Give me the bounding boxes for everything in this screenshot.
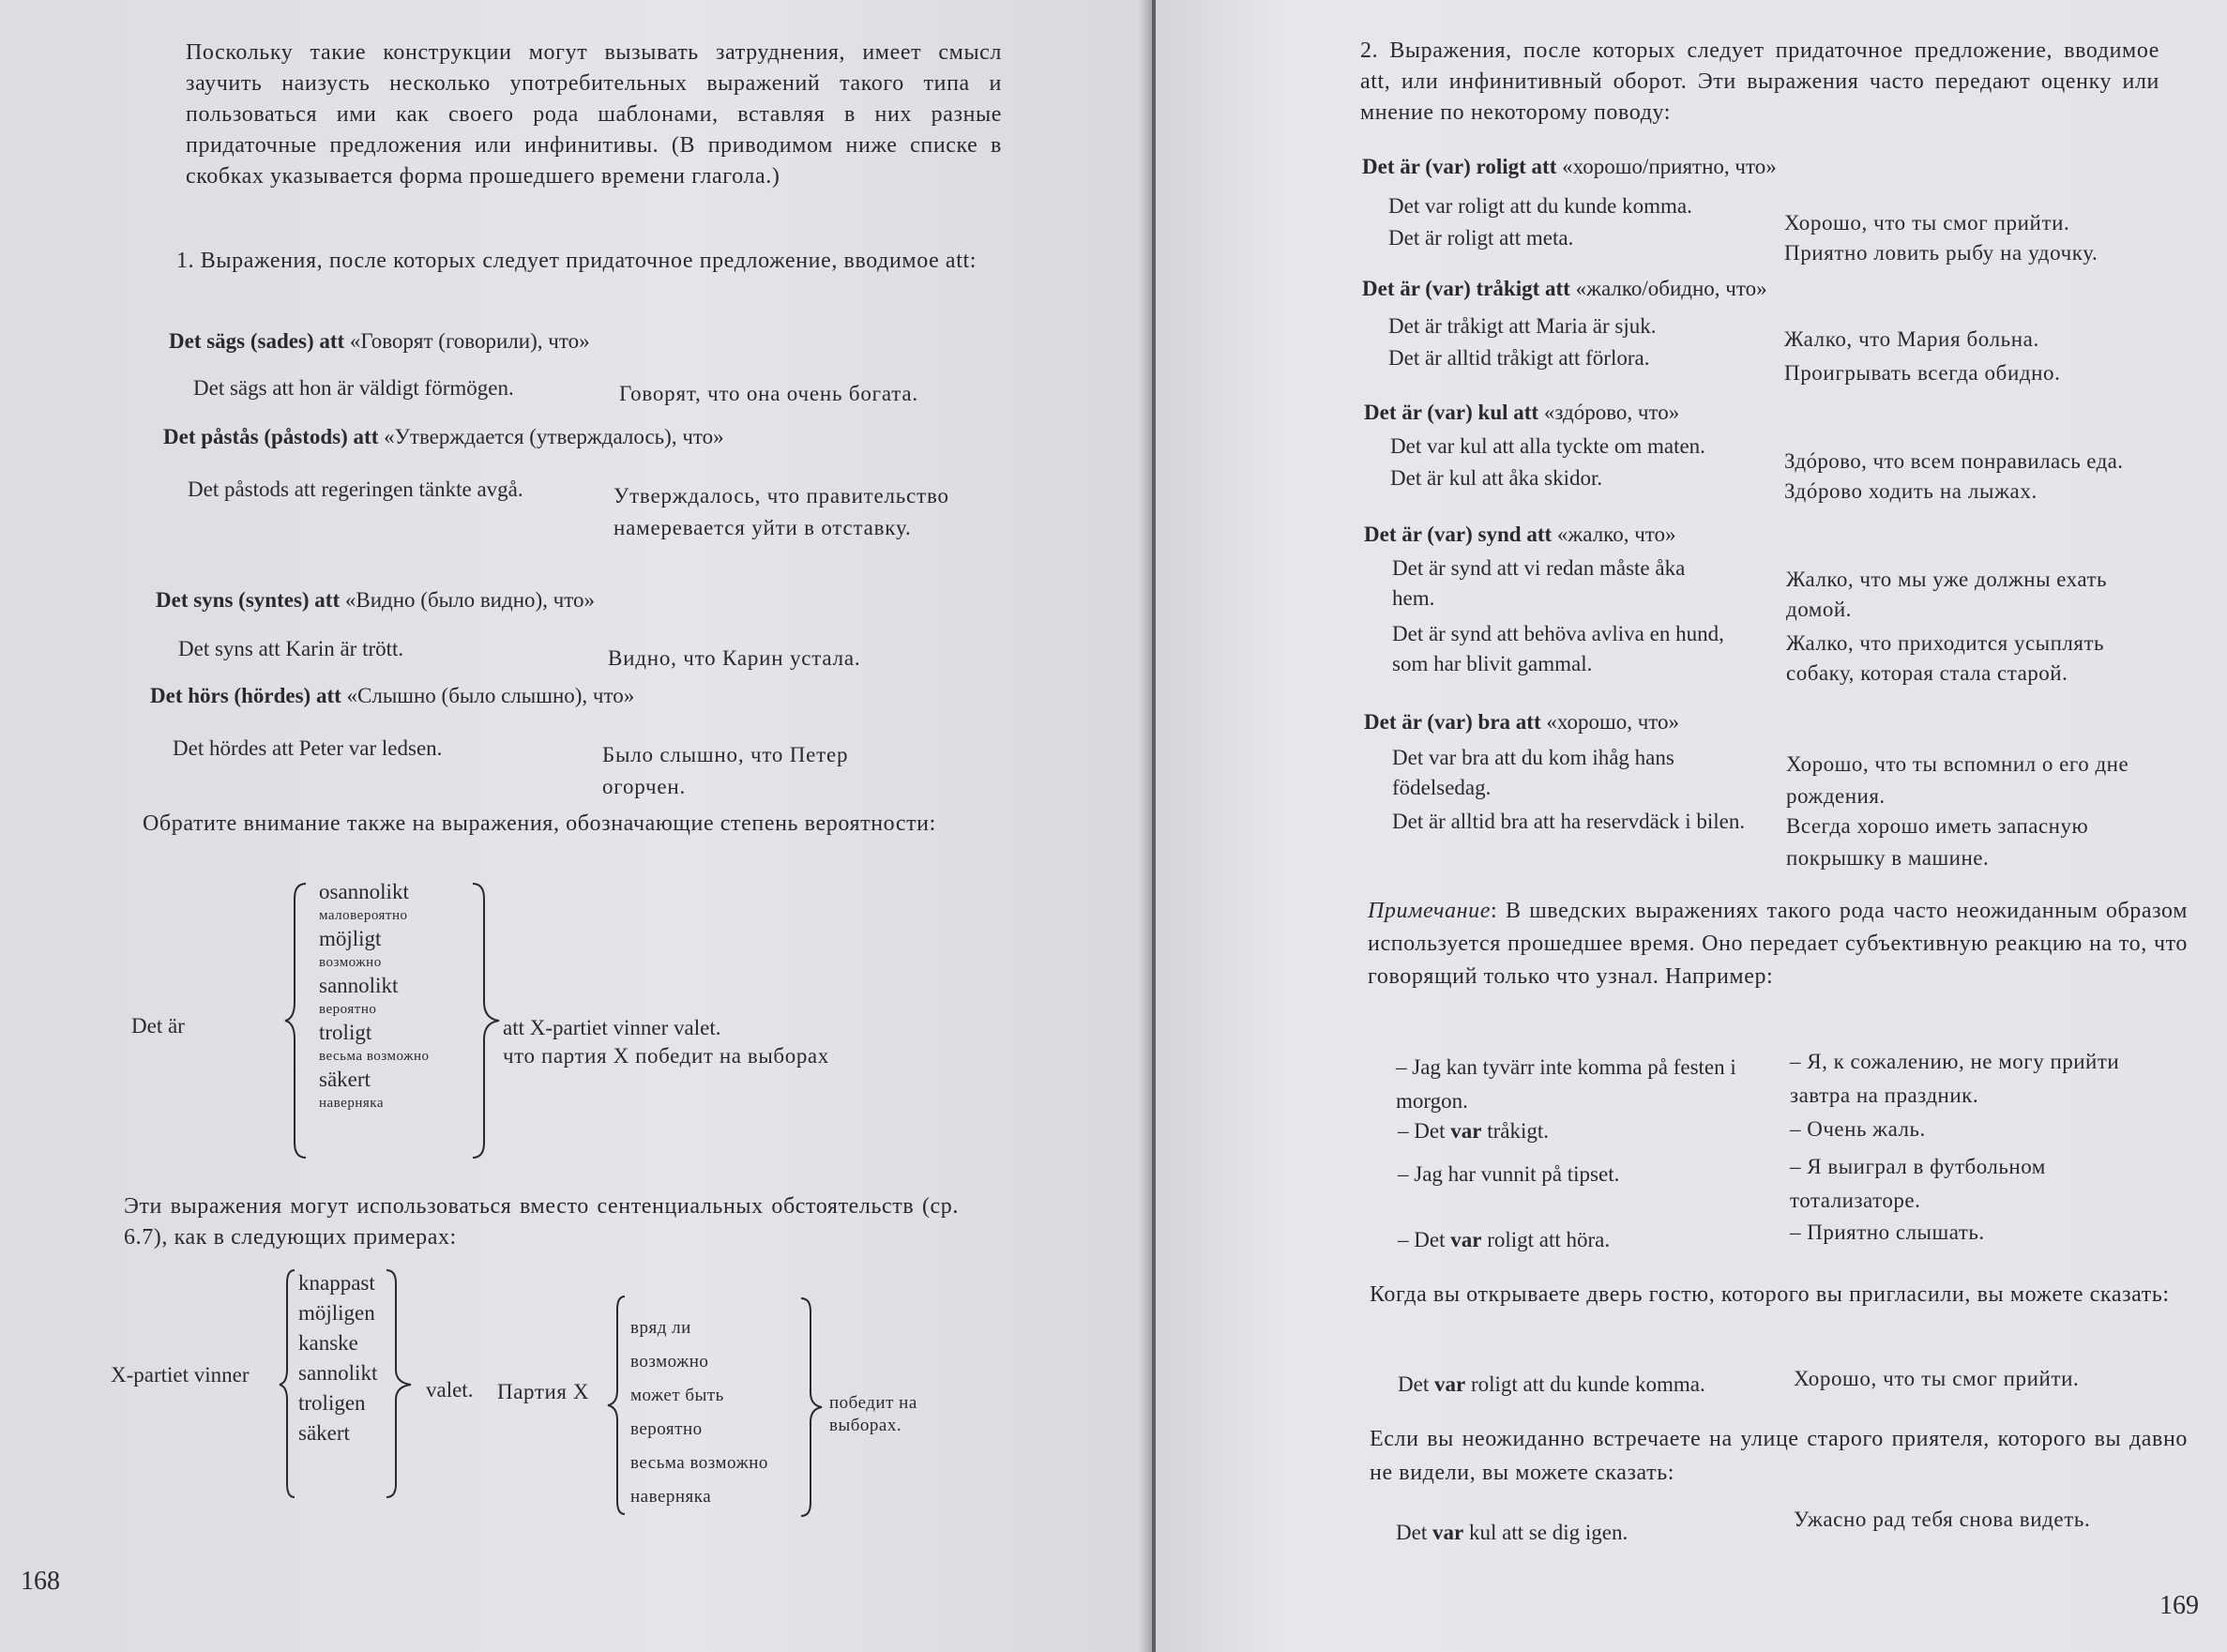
dialog-ru: – Приятно слышать. <box>1790 1220 1985 1244</box>
adverb-ru: может быть <box>630 1386 724 1405</box>
street-sv <box>1396 1518 1628 1548</box>
partiya-label: Партия X <box>497 1380 590 1403</box>
example-sv: Det påstods att regeringen tänkte avgå. <box>188 477 523 501</box>
prob-ru: наверняка <box>319 1096 384 1111</box>
example-sv: Det var bra att du kom ihåg hans födelsedag. <box>1392 746 1674 799</box>
street-paragraph: Если вы неожиданно встречаете на улице старого приятеля, которого вы давно не видели, вы можете сказать: <box>1370 1427 2188 1485</box>
adverb-ru: вряд ли <box>630 1318 691 1338</box>
entry-head-trakigt <box>1362 274 1767 304</box>
entry-head-hors <box>150 681 634 711</box>
section-2-heading: 2. Выражения, после которых следует придаточное предложение, вводимое att, или инфинитивный оборот. Эти выражения часто передают оценку или мнение по некоторому поводу: <box>1360 38 2159 125</box>
adverb-sv: möjligen <box>298 1301 375 1325</box>
example-emphasis: var <box>1432 1521 1464 1544</box>
example-sv: Det var kul att alla tyckte om maten. <box>1390 434 1705 458</box>
example-text: roligt att du kunde komma. <box>1465 1372 1705 1396</box>
prob-sv: sannolikt <box>319 974 399 997</box>
entry-head-syns <box>156 585 595 615</box>
entry-swedish-phrase: Det är (var) kul att <box>1364 401 1539 424</box>
valet-label: valet. <box>426 1378 474 1402</box>
prob-sv: säkert <box>319 1068 371 1091</box>
dialog-ru: – Я выиграл в футбольном тотализаторе. <box>1790 1155 2046 1212</box>
prob-sv: troligt <box>319 1021 372 1044</box>
example-sv: Det sägs att hon är väldigt förmögen. <box>193 376 514 400</box>
dialog-emphasis: var <box>1450 1119 1482 1143</box>
adverb-sv: sannolikt <box>298 1361 378 1385</box>
probability-note: Обратите внимание также на выражения, обозначающие степень вероятности: <box>143 811 936 836</box>
adverb-ru: наверняка <box>630 1487 712 1507</box>
prob-sv: osannolikt <box>319 880 409 903</box>
example-sv: Det är alltid bra att ha reservdäck i bilen. <box>1392 810 1746 833</box>
entry-gloss: «жалко/обидно, что» <box>1575 277 1767 300</box>
adverb-ru: весьма возможно <box>630 1453 768 1473</box>
example-sv: Det var roligt att du kunde komma. <box>1388 194 1692 218</box>
right-page <box>1156 0 2227 1652</box>
entry-swedish-phrase: Det är (var) synd att <box>1364 523 1553 546</box>
door-ru: Хорошо, что ты смог прийти. <box>1794 1367 2080 1390</box>
example-ru: Жалко, что Мария больна. <box>1784 327 2039 351</box>
note-paragraph <box>1368 895 2188 993</box>
right-brace-icon <box>469 880 503 1161</box>
dialog-ru: – Я, к сожалению, не могу прийти завтра на праздник. <box>1790 1050 2120 1107</box>
probability-result-sv: att X-partiet vinner valet. <box>503 1016 721 1039</box>
example-ru: Проигрывать всегда обидно. <box>1784 361 2061 385</box>
prob-sv: möjligt <box>319 927 382 950</box>
entry-swedish-phrase: Det är (var) roligt att <box>1362 155 1557 178</box>
entry-head-pastas <box>163 422 724 452</box>
example-sv: Det är alltid tråkigt att förlora. <box>1388 346 1650 370</box>
adverb-sv: troligen <box>298 1391 366 1415</box>
right-brace-icon <box>797 1295 826 1520</box>
probability-result-ru: что партия X победит на выборах <box>503 1044 829 1068</box>
page-number: 169 <box>2159 1591 2199 1620</box>
pobedit-label: победит на выборах. <box>829 1393 917 1435</box>
entry-gloss: «Слышно (было слышно), что» <box>346 684 635 707</box>
xpartiet-label: X-partiet vinner <box>111 1363 250 1387</box>
probability-word-list <box>319 878 488 1113</box>
dialog-text: – Det <box>1398 1228 1451 1251</box>
dialog-sv: – Jag har vunnit på tipset. <box>1398 1162 1620 1186</box>
entry-swedish-phrase: Det sägs (sades) att <box>169 329 345 353</box>
example-ru: Приятно ловить рыбу на удочку. <box>1784 241 2098 265</box>
entry-swedish-phrase: Det syns (syntes) att <box>156 588 341 612</box>
adverb-ru-list <box>630 1311 768 1514</box>
note-label: Примечание <box>1368 899 1491 923</box>
example-text: kul att se dig igen. <box>1463 1521 1629 1544</box>
entry-swedish-phrase: Det är (var) bra att <box>1364 710 1541 734</box>
example-ru: Всегда хорошо иметь запасную покрышку в машине. <box>1786 814 2089 870</box>
entry-head-bra <box>1364 707 1679 737</box>
entry-swedish-phrase: Det påstås (påstods) att <box>163 425 379 448</box>
adverb-sv: kanske <box>298 1331 358 1355</box>
entry-head-synd <box>1364 520 1676 550</box>
section-1-heading: 1. Выражения, после которых следует придаточное предложение, вводимое att: <box>176 249 977 273</box>
entry-head-roligt <box>1362 152 1777 182</box>
entry-gloss: «Утверждается (утверждалось), что» <box>384 425 724 448</box>
dialog-sv <box>1398 1116 1549 1146</box>
example-ru: Хорошо, что ты смог прийти. <box>1784 211 2070 235</box>
example-sv: Det hördes att Peter var ledsen. <box>173 736 443 760</box>
dialog-emphasis: var <box>1450 1228 1482 1251</box>
example-ru: Хорошо, что ты вспомнил о его дне рождения. <box>1786 752 2129 808</box>
adverb-note: Эти выражения могут использоваться вместо сентенциальных обстоятельств (ср. 6.7), как в следующих примерах: <box>124 1194 959 1250</box>
example-ru: Жалко, что мы уже должны ехать домой. <box>1786 568 2108 621</box>
note-text: : В шведских выражениях такого рода часто неожиданным образом используется прошедшее время. Оно передает субъективную реакцию на то, что говорящий только что узнал. Например: <box>1368 899 2188 989</box>
example-ru: Здóрово ходить на лыжах. <box>1784 479 2038 503</box>
entry-swedish-phrase: Det hörs (hördes) att <box>150 684 341 707</box>
entry-gloss: «хорошо/приятно, что» <box>1562 155 1777 178</box>
dialog-ru: – Очень жаль. <box>1790 1117 1926 1141</box>
entry-gloss: «хорошо, что» <box>1546 710 1680 734</box>
left-brace-icon <box>281 880 310 1161</box>
entry-gloss: «Говорят (говорили), что» <box>349 329 590 353</box>
example-sv: Det är kul att åka skidor. <box>1390 466 1603 490</box>
adverb-sv: knappast <box>298 1271 375 1295</box>
example-ru: Утверждалось, что правительство намеревается уйти в отставку. <box>614 484 949 539</box>
page-number: 168 <box>21 1567 60 1596</box>
entry-swedish-phrase: Det är (var) tråkigt att <box>1362 277 1570 300</box>
entry-gloss: «жалко, что» <box>1556 523 1676 546</box>
door-sv <box>1398 1370 1705 1400</box>
adverb-ru: возможно <box>630 1352 709 1372</box>
dialog-sv: – Jag kan tyvärr inte komma på festen i morgon. <box>1396 1055 1736 1113</box>
street-ru: Ужасно рад тебя снова видеть. <box>1794 1508 2091 1531</box>
example-ru: Говорят, что она очень богата. <box>619 382 918 405</box>
example-text: Det <box>1396 1521 1432 1544</box>
example-emphasis: var <box>1433 1372 1466 1396</box>
entry-gloss: «Видно (было видно), что» <box>344 588 595 612</box>
dialog-text: roligt att höra. <box>1481 1228 1611 1251</box>
prob-ru: весьма возможно <box>319 1049 430 1064</box>
example-ru: Здóрово, что всем понравилась еда. <box>1784 449 2124 473</box>
adverb-ru: вероятно <box>630 1419 703 1439</box>
prob-ru: вероятно <box>319 1002 377 1017</box>
left-brace-icon <box>278 1266 296 1501</box>
entry-head-kul <box>1364 398 1679 428</box>
det-ar-label: Det är <box>131 1014 185 1038</box>
example-sv: Det är roligt att meta. <box>1388 226 1574 250</box>
example-sv: Det syns att Karin är trött. <box>178 637 404 660</box>
right-brace-icon <box>383 1266 417 1501</box>
prob-ru: маловероятно <box>319 908 408 923</box>
adverb-sv-list <box>298 1268 377 1448</box>
example-sv: Det är tråkigt att Maria är sjuk. <box>1388 314 1657 338</box>
intro-paragraph: Поскольку такие конструкции могут вызывать затруднения, имеет смысл заучить наизусть несколько употребительных выражений такого типа и пользоваться ими как своего рода шаблонами, вставляя в них разные придаточные предложения или инфинитивы. (В приводимом ниже списке в скобках указывается форма прошедшего времени глагола.) <box>186 40 1002 189</box>
example-sv: Det är synd att vi redan måste åka hem. <box>1392 556 1686 610</box>
prob-ru: возможно <box>319 955 382 970</box>
example-ru: Видно, что Карин устала. <box>608 646 861 670</box>
left-brace-icon <box>606 1293 627 1518</box>
example-ru: Жалко, что приходится усыплять собаку, которая стала старой. <box>1786 631 2105 685</box>
entry-gloss: «здóрово, что» <box>1543 401 1680 424</box>
example-ru: Было слышно, что Петер огорчен. <box>602 743 849 798</box>
entry-head-sags <box>169 326 590 356</box>
dialog-sv <box>1398 1225 1610 1255</box>
example-text: Det <box>1398 1372 1434 1396</box>
example-sv: Det är synd att behöva avliva en hund, som har blivit gammal. <box>1392 622 1724 675</box>
dialog-text: – Det <box>1398 1119 1451 1143</box>
dialog-text: tråkigt. <box>1481 1119 1549 1143</box>
door-paragraph: Когда вы открываете дверь гостю, которого вы пригласили, вы можете сказать: <box>1370 1282 2170 1307</box>
adverb-sv: säkert <box>298 1421 350 1445</box>
